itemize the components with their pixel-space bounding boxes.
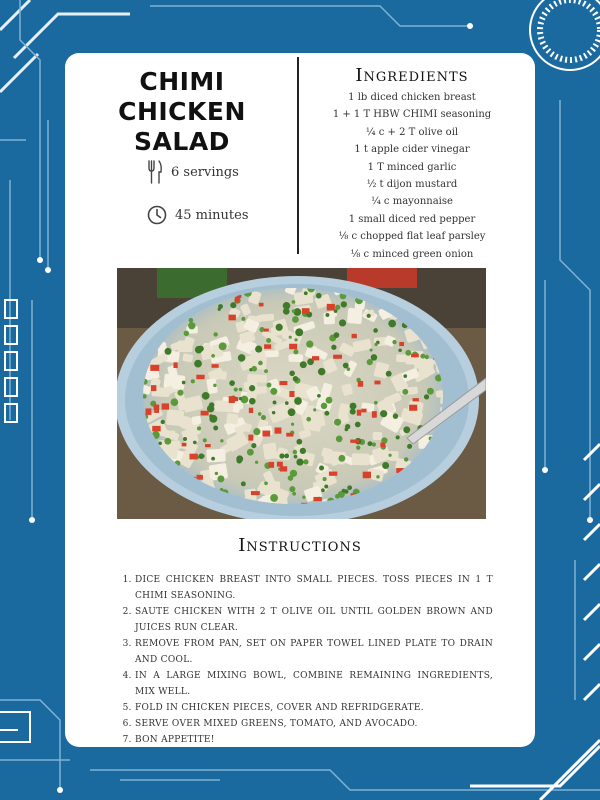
ingredient-item: 1 + 1 T HBW CHIMI seasoning — [332, 109, 492, 121]
instruction-step: 7. BON APPETITE! — [135, 732, 493, 747]
instruction-step: 3. REMOVE FROM PAN, SET ON PAPER TOWEL LINED PLATE TO DRAIN AND COOL. — [135, 636, 493, 668]
instruction-step: 4. IN A LARGE MIXING BOWL, COMBINE REMAINING INGREDIENTS, MIX WELL. — [135, 668, 493, 700]
time-text: 45 minutes — [175, 207, 249, 223]
ingredient-item: 1 lb diced chicken breast — [348, 92, 476, 103]
ingredient-item: 1 t apple cider vinegar — [354, 144, 470, 156]
column-divider — [297, 57, 299, 254]
instruction-step: 2. SAUTE CHICKEN WITH 2 T OLIVE OIL UNTIL GOLDEN BROWN AND JUICES RUN CLEAR. — [135, 604, 493, 636]
servings-row — [147, 159, 239, 185]
instruction-step: 6. SERVE OVER MIXED GREENS, TOMATO, AND AVOCADO. — [135, 716, 493, 732]
ingredient-item: ⅛ c minced green onion — [350, 248, 474, 260]
time-row — [147, 205, 249, 225]
clock-icon — [147, 205, 167, 225]
recipe-title — [83, 67, 281, 157]
ingredient-item: ¼ c mayonnaise — [371, 196, 453, 208]
ingredient-item: 1 T minced garlic — [367, 161, 457, 173]
ingredient-item: ½ t dijon mustard — [366, 179, 458, 191]
fork-knife-icon — [147, 159, 163, 185]
instructions-heading: Instructions — [238, 535, 362, 556]
ingredients-list — [309, 89, 515, 263]
ingredients-heading: Ingredients — [355, 65, 469, 86]
instructions-list — [125, 572, 493, 747]
salad-photo — [117, 268, 486, 519]
instruction-step: 1. DICE CHICKEN BREAST INTO SMALL PIECES. TOSS PIECES IN 1 T CHIMI SEASONING. — [135, 572, 493, 604]
recipe-title-line-2: SALAD — [134, 127, 230, 156]
ingredient-item: 1 small diced red pepper — [348, 213, 476, 225]
ingredient-item: ⅛ c chopped flat leaf parsley — [338, 231, 486, 243]
ingredient-item: ¼ c + 2 T olive oil — [365, 126, 459, 138]
recipe-card — [65, 53, 535, 747]
instruction-step: 5. FOLD IN CHICKEN PIECES, COVER AND REFRIDGERATE. — [135, 700, 493, 716]
servings-text: 6 servings — [171, 164, 239, 180]
recipe-title-line-1: CHIMI CHICKEN — [118, 67, 246, 126]
